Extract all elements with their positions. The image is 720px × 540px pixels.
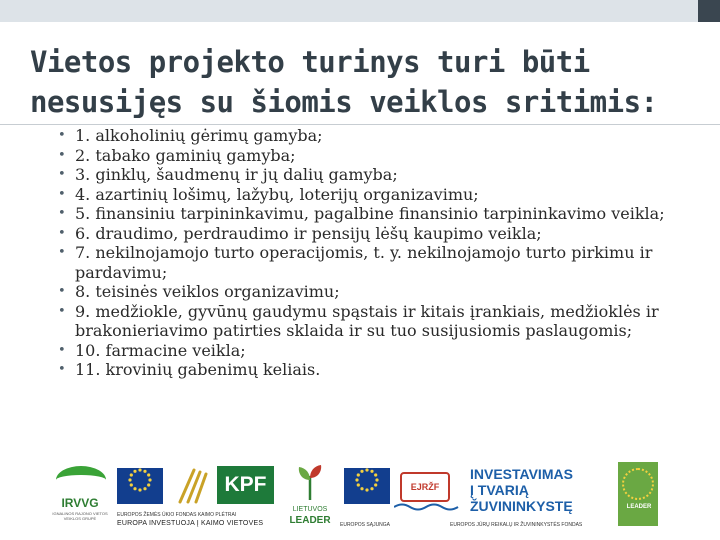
bullet-icon: • bbox=[58, 128, 66, 143]
list-item bbox=[58, 146, 698, 166]
bullet-icon: • bbox=[58, 303, 66, 319]
bullet-icon: • bbox=[58, 167, 66, 182]
list-item bbox=[58, 224, 698, 244]
list-item bbox=[58, 204, 698, 224]
bullet-icon: • bbox=[58, 284, 66, 299]
eu-agri-caption-small: EUROPOS ŽEMĖS ŪKIO FONDAS KAIMO PLĖTRAI bbox=[117, 512, 237, 518]
bullet-list bbox=[58, 126, 698, 380]
title-divider bbox=[0, 124, 720, 125]
top-bar-light-segment bbox=[0, 0, 698, 22]
list-item-text: 6. draudimo, perdraudimo ir pensijų lėšų kaupimo veikla; bbox=[75, 223, 542, 243]
slide-top-bar bbox=[0, 0, 720, 22]
leader-line2: LEADER bbox=[289, 515, 331, 526]
eu-agri-fund-logo bbox=[117, 462, 275, 532]
list-item bbox=[58, 360, 698, 380]
investavimas-text bbox=[470, 466, 610, 514]
bullet-icon: • bbox=[58, 206, 66, 221]
sprout-icon bbox=[295, 464, 325, 502]
list-item-text: 5. finansiniu tarpininkavimu, pagalbine finansinio tarpininkavimo veikla; bbox=[75, 204, 665, 223]
bullet-icon: • bbox=[58, 225, 66, 241]
list-item bbox=[58, 341, 698, 361]
list-item bbox=[58, 185, 698, 205]
eu-fisheries-logo bbox=[340, 462, 608, 532]
list-item bbox=[58, 302, 698, 341]
invest-line-3: ŽUVININKYSTĘ bbox=[470, 498, 573, 514]
list-item-text: 2. tabako gaminių gamyba; bbox=[75, 145, 296, 165]
leader-badge-logo bbox=[618, 462, 658, 526]
list-item-text: 8. teisinės veiklos organizavimu; bbox=[75, 282, 340, 301]
list-item-text: 1. alkoholinių gėrimų gamyba; bbox=[75, 126, 323, 145]
eu-fish-caption-right: EUROPOS JŪRŲ REIKALŲ IR ŽUVININKYSTĖS FONDAS bbox=[450, 522, 583, 528]
irvvg-logo bbox=[48, 462, 112, 528]
top-bar-dark-segment bbox=[698, 0, 720, 22]
list-item-text: 7. nekilnojamojo turto operacijomis, t. y. nekilnojamojo turto pirkimu ir pardavimu; bbox=[75, 243, 653, 282]
eu-fish-caption-left: EUROPOS SĄJUNGA bbox=[340, 522, 391, 528]
invest-line-1: INVESTAVIMAS bbox=[470, 466, 573, 482]
irvvg-arc-icon bbox=[56, 466, 106, 494]
list-item bbox=[58, 243, 698, 282]
irvvg-subtitle: IGNALINOS RAJONO VIETOS VEIKLOS GRUPĖ bbox=[52, 511, 108, 521]
list-item bbox=[58, 282, 698, 302]
slide-title: Vietos projekto turinys turi būti nesusijęs su šiomis veiklos sritimis: bbox=[30, 45, 658, 119]
bullet-icon: • bbox=[58, 147, 66, 163]
list-item-text: 10. farmacine veikla; bbox=[75, 340, 246, 360]
eu-stars-icon bbox=[117, 462, 163, 498]
list-item-text: 9. medžiokle, gyvūnų gaudymu spąstais ir kitais įrankiais, medžioklės ir brakonieriavimo patirties sklaida ir su tuo susijusiomis paslaugomis; bbox=[75, 301, 659, 340]
leader-line1: LIETUVOS bbox=[292, 506, 328, 513]
bullet-icon: • bbox=[58, 186, 66, 202]
leader-badge-text: LEADER bbox=[626, 504, 652, 510]
wheat-icon bbox=[172, 466, 216, 506]
invest-line-2: Į TVARIĄ bbox=[470, 482, 529, 498]
waves-icon bbox=[394, 502, 460, 512]
irvvg-name: IRVVG bbox=[61, 496, 99, 510]
eu-stars-icon bbox=[344, 462, 390, 498]
list-item bbox=[58, 165, 698, 185]
star-ring-icon bbox=[622, 468, 654, 500]
bullet-icon: • bbox=[58, 245, 66, 260]
bullet-icon: • bbox=[58, 342, 66, 358]
logo-strip bbox=[40, 462, 700, 532]
list-item-text: 11. krovinių gabenimų keliais. bbox=[75, 360, 321, 379]
kpf-badge: KPF bbox=[217, 466, 274, 504]
list-item bbox=[58, 126, 698, 146]
list-item-text: 4. azartinių lošimų, lažybų, loterijų organizavimu; bbox=[75, 184, 479, 204]
bullet-icon: • bbox=[58, 362, 66, 377]
list-item-text: 3. ginklų, šaudmenų ir jų dalių gamyba; bbox=[75, 165, 398, 184]
ejrzf-badge: EJRŽF bbox=[400, 472, 450, 502]
eu-agri-caption-main: EUROPA INVESTUOJA Į KAIMO VIETOVES bbox=[117, 520, 264, 527]
lietuvos-leader-logo bbox=[285, 462, 335, 530]
